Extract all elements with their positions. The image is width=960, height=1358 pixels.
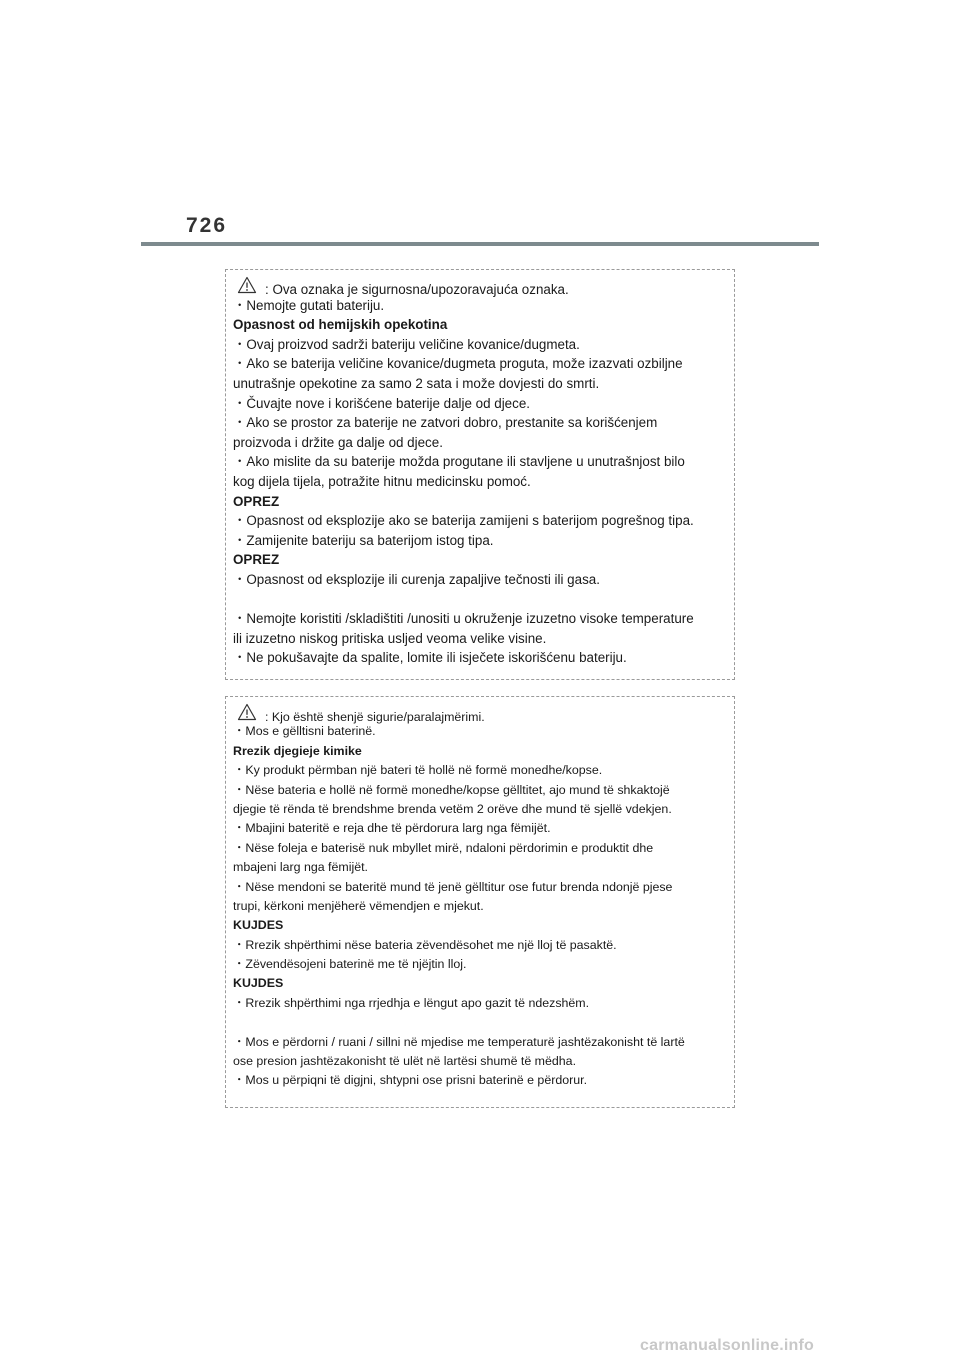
- text-line: ・Mos u përpiqni të digjni, shtypni ose prisni baterinë e përdorur.: [233, 1073, 588, 1088]
- text-line: ・Mbajini bateritë e reja dhe të përdorura larg nga fëmijët.: [233, 821, 551, 836]
- text-line: ・Nëse foleja e baterisë nuk mbyllet mirë, ndaloni përdorimin e produktit dhe: [233, 840, 654, 855]
- text-line: ・Nëse bateria e hollë në formë monedhe/kopse gëlltitet, ajo mund të shkaktojë: [233, 782, 670, 797]
- text-line: ・Čuvajte nove i korišćene baterije dalje od djece.: [233, 395, 530, 411]
- warning-legend-text: : Ova oznaka je sigurnosna/upozoravajuća oznaka.: [265, 282, 569, 297]
- text-line: ・Ako mislite da su baterije možda progutane ili stavljene u unutrašnjost bilo: [233, 454, 685, 470]
- text-line: ・Ovaj proizvod sadrži bateriju veličine kovanice/dugmeta.: [233, 336, 580, 352]
- text-line: ・Zëvendësojeni baterinë me të njëjtin lloj.: [233, 957, 467, 972]
- text-line: ・Ne pokušavajte da spalite, lomite ili isječete iskorišćenu bateriju.: [233, 650, 627, 666]
- warning-triangle-icon: [237, 703, 257, 721]
- text-line: mbajeni larg nga fëmijët.: [233, 860, 368, 875]
- text-line: ・Mos e gëlltisni baterinë.: [233, 724, 376, 739]
- text-line: unutrašnje opekotine za samo 2 sata i može dovjesti do smrti.: [233, 375, 600, 391]
- text-line: ・Ky produkt përmban një bateri të hollë në formë monedhe/kopse.: [233, 763, 603, 778]
- section-heading: OPREZ: [233, 552, 280, 568]
- section-heading: Rrezik djegieje kimike: [233, 743, 362, 758]
- section-heading: OPREZ: [233, 493, 280, 509]
- text-line: ・Mos e përdorni / ruani / sillni në mjedise me temperaturë jashtëzakonisht të lartë: [233, 1034, 685, 1049]
- text-line: ・Nemojte gutati bateriju.: [233, 297, 385, 313]
- warning-box-croatian: [225, 269, 735, 680]
- blank-line: [233, 590, 726, 610]
- warning-legend-line: [233, 703, 726, 722]
- section-heading: Opasnost od hemijskih opekotina: [233, 317, 448, 333]
- text-line: ・Rrezik shpërthimi nga rrjedhja e lëngut apo gazit të ndezshëm.: [233, 995, 590, 1010]
- text-line: trupi, kërkoni menjëherë vëmendjen e mjekut.: [233, 898, 484, 913]
- text-line: ・Ako se prostor za baterije ne zatvori dobro, prestanite sa korišćenjem: [233, 415, 658, 431]
- text-line: djegie të rënda të brendshme brenda vetëm 2 orëve dhe mund të sjellë vdekjen.: [233, 801, 672, 816]
- section-heading: KUJDES: [233, 976, 284, 991]
- text-line: proizvoda i držite ga dalje od djece.: [233, 434, 443, 450]
- text-line: ・Zamijenite bateriju sa baterijom istog tipa.: [233, 532, 494, 548]
- header-rule: [141, 242, 819, 246]
- warning-legend-text: : Kjo është shenjë sigurie/paralajmërimi.: [265, 710, 485, 724]
- warning-box-albanian: [225, 696, 735, 1108]
- blank-line: [233, 1013, 726, 1032]
- text-line: ili izuzetno niskog pritiska usljed veoma velike visine.: [233, 630, 547, 646]
- text-line: ・Ako se baterija veličine kovanice/dugmeta proguta, može izazvati ozbiljne: [233, 356, 683, 372]
- watermark: carmanualsonline.info: [640, 1337, 815, 1354]
- text-line: ・Nemojte koristiti /skladištiti /unositi u okruženje izuzetno visoke temperature: [233, 611, 694, 627]
- text-line: ・Nëse mendoni se bateritë mund të jenë gëlltitur ose futur brenda ndonjë pjese: [233, 879, 673, 894]
- page-number: 726: [186, 214, 228, 237]
- text-line: kog dijela tijela, potražite hitnu medicinsku pomoć.: [233, 473, 531, 489]
- text-line: ・Opasnost od eksplozije ili curenja zapaljive tečnosti ili gasa.: [233, 571, 600, 587]
- text-line: ・Opasnost od eksplozije ako se baterija zamijeni s baterijom pogrešnog tipa.: [233, 513, 694, 529]
- section-heading: KUJDES: [233, 918, 284, 933]
- warning-triangle-icon: [237, 276, 257, 294]
- warning-legend-line: [233, 276, 726, 296]
- text-line: ose presion jashtëzakonisht të ulët në lartësi shumë të mëdha.: [233, 1054, 577, 1069]
- text-line: ・Rrezik shpërthimi nëse bateria zëvendësohet me një lloj të pasaktë.: [233, 937, 617, 952]
